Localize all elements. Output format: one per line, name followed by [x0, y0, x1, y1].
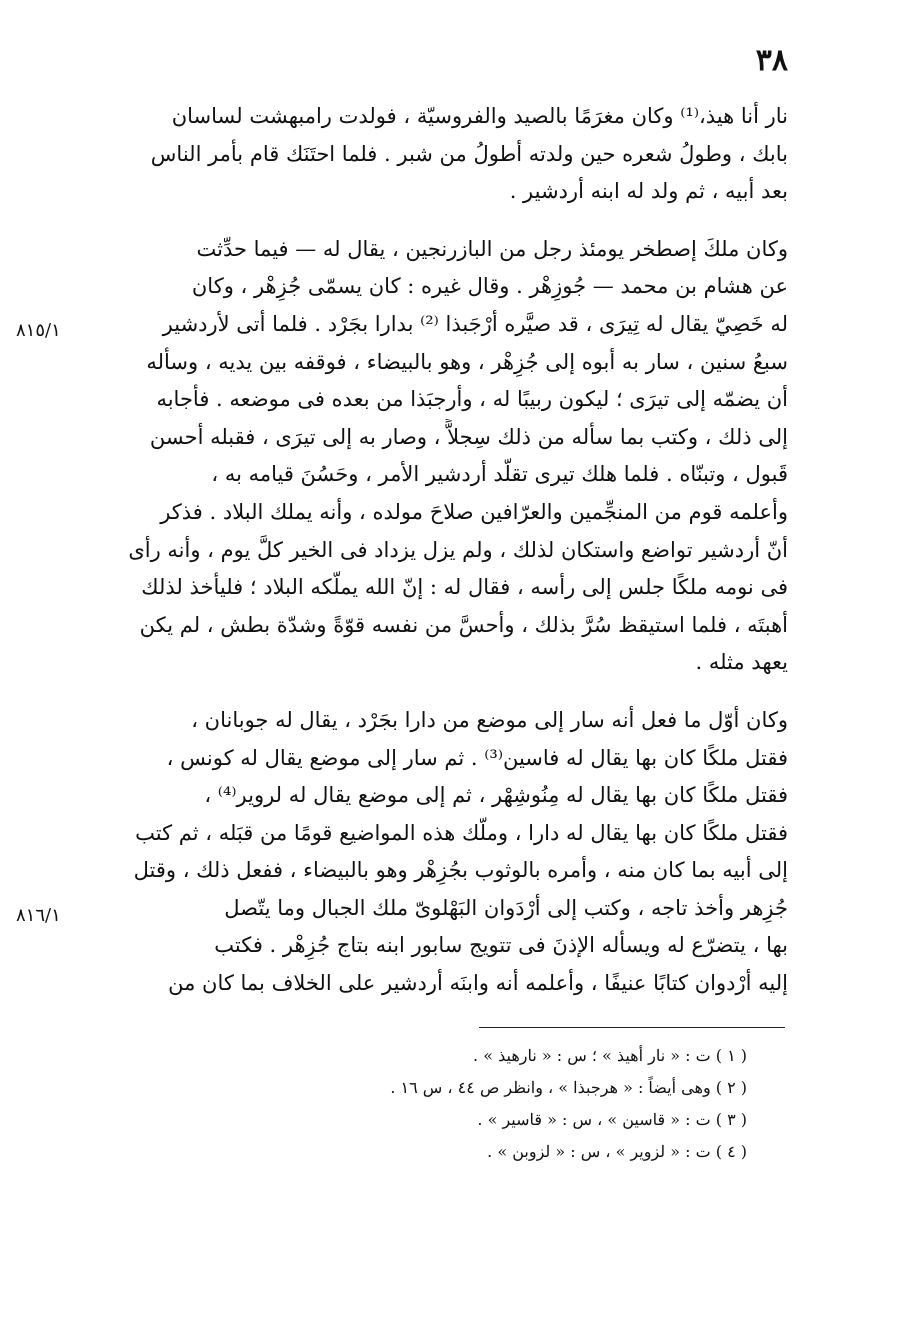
page-number: ٣٨	[755, 43, 788, 78]
paragraph-2	[98, 231, 788, 682]
text-line: نار أنا هيذ،⁽¹⁾ وكان مغرَمًا بالصيد والفروسيّة ، فولدت رامبهشت لساسان	[171, 104, 788, 128]
text-line: وكان أوّل ما فعل أنه سار إلى موضع من دارا بجَرْد ، يقال له جوبانان ،	[191, 707, 788, 732]
text-line: قَبول ، وتبنّاه . فلما هلك تيرى تقلّد أردشير الأمر ، وحَسُنَ قيامه به ،	[211, 462, 788, 487]
text-line: بابك ، وطولُ شعره حين ولدته أطولُ من شبر . فلما احتَنَك قام بأمر الناس	[150, 141, 788, 166]
text-line: بها ، يتضرّع له ويسأله الإذنَ فى تتويج سابور ابنه بتاج جُزِهْر . فكتب	[214, 933, 788, 958]
footnote: ( ١ ) ت : « نار أهيذ » ؛ س : « نارهيذ » .	[473, 1046, 747, 1065]
text-line: جُزِهر وأخذ تاجه ، وكتب إلى أرْدَوان البَهْلوىّ ملك الجبال وما يتّصل	[224, 895, 788, 920]
margin-reference: ٨١٥/١	[16, 320, 61, 341]
text-line: فقتل ملكًا كان بها يقال له دارا ، وملّك هذه المواضيع قومًا من قبَله ، ثم كتب	[135, 820, 788, 845]
text-line: يعهد مثله .	[695, 650, 788, 675]
margin-reference: ٨١٦/١	[16, 905, 61, 926]
footnote-divider	[479, 1027, 785, 1028]
body-text	[98, 98, 788, 1003]
text-line: وأعلمه قوم من المنجِّمين والعرّافين صلاحَ مولده ، وأنه يملك البلاد . فذكر	[160, 499, 788, 524]
text-line: فقتل ملكًا كان بها يقال له فاسين⁽³⁾ . ثم سار إلى موضع يقال له كونس ،	[166, 745, 788, 770]
paragraph-3	[98, 702, 788, 1003]
text-line: عن هشام بن محمد — جُوزِهْر . وقال غيره : كان يسمّى جُزِهْر ، وكان	[191, 274, 788, 299]
text-line: فى نومه ملكًا جلس إلى رأسه ، فقال له : إنّ الله يملّكه البلاد ؛ فليأخذ لذلك	[141, 575, 788, 600]
text-line: أن يضمّه إلى تيرَى ؛ ليكون ربيبًا له ، وأرجبَذا من بعده فى موضعه . فأجابه	[156, 387, 788, 412]
text-line: إلى ذلك ، وكتب بما سأله من ذلك سِجلاًّ ، وصار به إلى تيرَى ، فقبله أحسن	[149, 424, 788, 449]
text-line: سبعُ سنين ، سار به أبوه إلى جُزِهْر ، وهو بالبيضاء ، فوقفه بين يديه ، وسأله	[146, 349, 788, 374]
text-line: وكان ملكَ إصطخر يومئذ رجل من البازرنجين ، يقال له — فيما حدِّثت	[196, 236, 788, 261]
text-line: إليه أرْدوان كتابًا عنيفًا ، وأعلمه أنه وابنَه أردشير على الخلاف بما كان من	[168, 971, 788, 996]
text-line: بعد أبيه ، ثم ولد له ابنه أردشير .	[509, 179, 788, 204]
text-line: أهبتَه ، فلما استيقظ سُرَّ بذلك ، وأحسَّ من نفسه قوّةً وشدّة بطش ، لم يكن	[139, 612, 788, 637]
footnote: ( ٤ ) ت : « لزوير » ، س : « لزوبن » .	[487, 1142, 747, 1161]
text-line: أنّ أردشير تواضع واستكان لذلك ، ولم يزل يزداد فى الخير كلَّ يوم ، وأنه رأى	[128, 537, 788, 562]
text-line: له خَصِيّ يقال له تِيرَى ، قد صيَّره أرْجَبذا ⁽²⁾ بدارا بجَرْد . فلما أتى لأردشير	[162, 311, 788, 336]
paragraph-1	[98, 98, 788, 211]
text-line: إلى أبيه بما كان منه ، وأمره بالوثوب بجُزِهْر وهو بالبيضاء ، ففعل ذلك ، وقتل	[133, 858, 788, 883]
footnote: ( ٢ ) وهى أيضاً : « هرجبذا » ، وانظر ص ٤٤ ، س ١٦ .	[390, 1078, 747, 1097]
footnote: ( ٣ ) ت : « قاسين » ، س : « قاسير » .	[477, 1110, 747, 1129]
text-line: فقتل ملكًا كان بها يقال له مِنُوشِهْر ، ثم إلى موضع يقال له لروير⁽⁴⁾ ،	[204, 783, 788, 808]
footnotes	[327, 1040, 747, 1168]
